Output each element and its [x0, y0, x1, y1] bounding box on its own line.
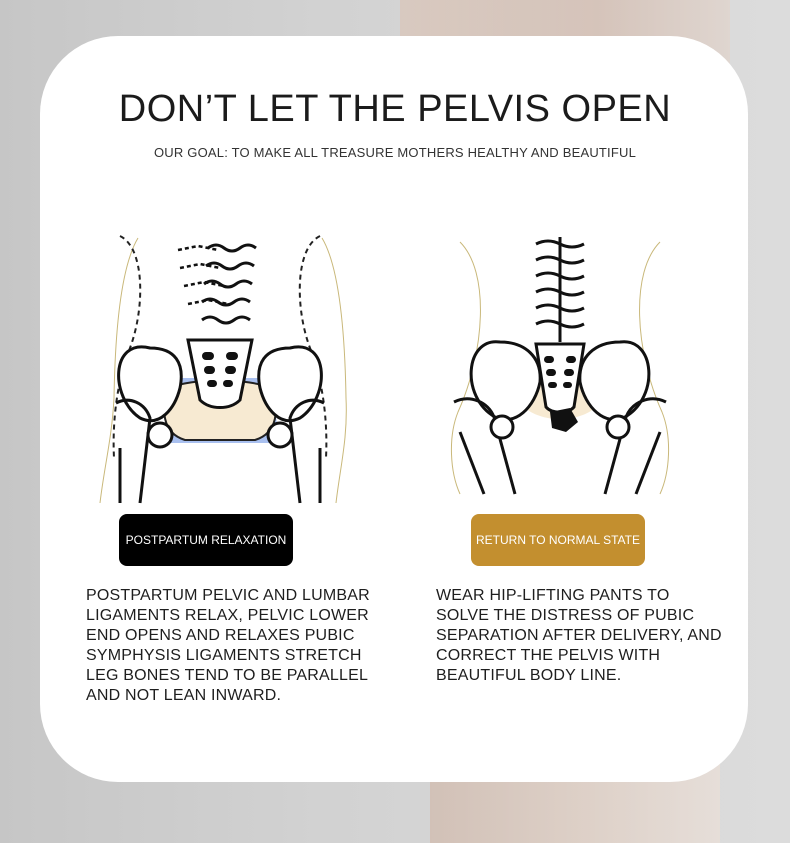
page-subtitle: OUR GOAL: TO MAKE ALL TREASURE MOTHERS HEALTHY AND BEAUTIFUL — [153, 145, 637, 160]
page-title: DON’T LET THE PELVIS OPEN — [118, 88, 672, 130]
normal-state-label: RETURN TO NORMAL STATE — [471, 514, 645, 566]
pelvis-normal-diagram — [440, 232, 680, 504]
postpartum-relaxation-label: POSTPARTUM RELAXATION — [119, 514, 293, 566]
right-description: WEAR HIP-LIFTING PANTS TO SOLVE THE DISTRESS OF PUBIC SEPARATION AFTER DELIVERY, AND CORRECT THE PELVIS WITH BEAUTIFUL BODY LINE. — [436, 587, 722, 684]
pelvis-open-diagram — [90, 228, 350, 508]
left-description: POSTPARTUM PELVIC AND LUMBAR LIGAMENTS RELAX, PELVIC LOWER END OPENS AND RELAXES PUBIC SYMPHYSIS LIGAMENTS STRETCH LEG BONES TEND TO BE PARALLEL AND NOT LEAN INWARD. — [86, 587, 370, 704]
